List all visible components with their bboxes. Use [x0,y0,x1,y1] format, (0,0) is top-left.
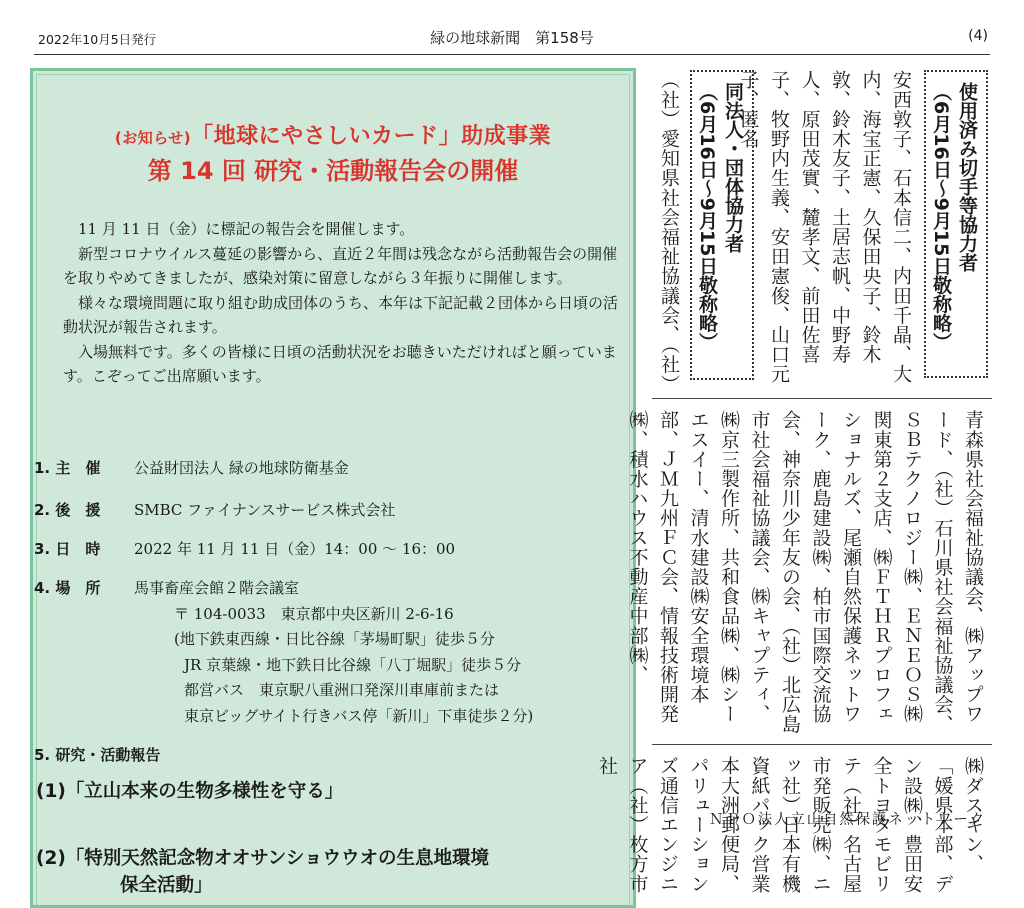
issue-date: 2022年10月5日発行 [38,32,157,47]
newspaper-title: 緑の地球新聞 第158号 [430,29,594,47]
venue-access-line: 東京ビッグサイト行きバス停「新川」下車徒歩２分) [184,707,534,725]
report-1-title: (1)「立山本来の生物多様性を守る」 [36,781,344,802]
report-2-title-line2: 保全活動」 [120,875,213,896]
organization-list-start: （社）愛知県社会福祉協議会、（社） [658,70,680,394]
detail-label: 2. 後 援 [34,501,101,519]
report-2-title-line1: (2)「特別天然記念物オオサンショウウオの生息地環境 [36,848,489,869]
box-subtitle: （6月16日～9月15日敬称略） [696,82,718,352]
notice-title-line2: 第 14 回 研究・活動報告会の開催 [147,157,519,185]
body-paragraph: 新型コロナウイルス蔓延の影響から、直近２年間は残念ながら活動報告会の開催を取りやめてきましたが、感染対策に留意しながら３年振りに開催します。 [63,244,618,287]
venue-access-line: JR 京葉線・地下鉄日比谷線「八丁堀駅」徒歩５分 [184,656,522,674]
detail-value: 2022 年 11 月 11 日（金）14：00 ～ 16：00 [134,540,456,558]
detail-label: 1. 主 催 [34,459,101,477]
box-title: 同法人・団体協力者 [722,82,744,253]
column-divider [652,744,992,745]
notice-body [63,217,623,389]
venue-access-line: 都営バス 東京駅八重洲口発深川車庫前または [184,681,500,699]
stamp-contributors-heading [924,70,988,378]
section-5-heading: 5. 研究・活動報告 [34,746,161,764]
venue-access-line: (地下鉄東西線・日比谷線「茅場町駅」徒歩５分 [174,630,495,648]
organization-contributors-heading [690,70,754,380]
notice-title-main: 「地球にやさしいカード」助成事業 [191,124,552,149]
header-rule [34,54,990,55]
body-paragraph: 11 月 11 日（金）に標記の報告会を開催します。 [78,220,415,238]
detail-label: 3. 日 時 [34,540,101,558]
notice-title-prefix: (お知らせ) [114,129,192,147]
report-1-org: ＮＰＯ法人立山自然保護ネットワーク [708,812,986,828]
organization-list-block-3: ㈱ダスキン、「媛県本部、デン設㈱、豊田安全トヨタモビリテ（社）名古屋市発販売㈱、ニッ社）日本有機資紙パック営業本大洲郵便局、パリューションズ通信エンジニア（社）枚方市社 [596,756,984,894]
organization-list-block-2: 青森県社会福祉協議会、㈱アップワード、（社）石川県社会福祉協議会、ＳＢテクノロジー㈱、ＥＮＥＯＳ㈱関東第２支店、㈱ＦＴＨＲプロフェショナルズ、尾瀬自然保護ネットワーク、鹿島建設㈱、柏市国際交流協会、神奈川少年友の会、（社）北広島市社会福祉協議会、㈱キャプティ、㈱京三製作所、共和食品㈱、㈱シーエスイー、清水建設㈱安全環境本部、ＪＭ九州ＦＣ会、情報技術開発㈱、積水ハウス不動産中部㈱、 [626,410,984,734]
box-title: 使用済み切手等協力者 [956,82,978,272]
box-subtitle: （6月16日～9月15日敬称略） [930,82,952,352]
notice-title-line1 [33,119,633,150]
column-divider [652,398,992,399]
body-paragraph: 入場無料です。多くの皆様に日頃の活動状況をお聴きいただければと願っています。こぞってご出席願います。 [63,342,617,385]
page-header [0,0,1024,58]
detail-value: SMBC ファイナンスサービス株式会社 [134,501,396,519]
detail-value: 馬事畜産会館２階会議室 [134,579,300,597]
body-paragraph: 様々な環境問題に取り組む助成団体のうち、本年は下記記載２団体から日頃の活動状況が報告されます。 [63,293,619,336]
detail-label: 4. 場 所 [34,579,101,597]
venue-address: 〒 104-0033 東京都中央区新川 2-6-16 [174,605,454,623]
detail-value: 公益財団法人 緑の地球防衛基金 [134,459,349,477]
individual-contributors-list: 安西敦子、石本信二、内田千晶、大内、海宝正憲、久保田央子、鈴木敦、鈴木友子、土居志帆、中野寿人、原田茂實、麓孝文、前田佐喜子、牧野内生義、安田憲俊、山口元子、匿名 [737,70,912,384]
page-number: (4) [968,28,988,44]
